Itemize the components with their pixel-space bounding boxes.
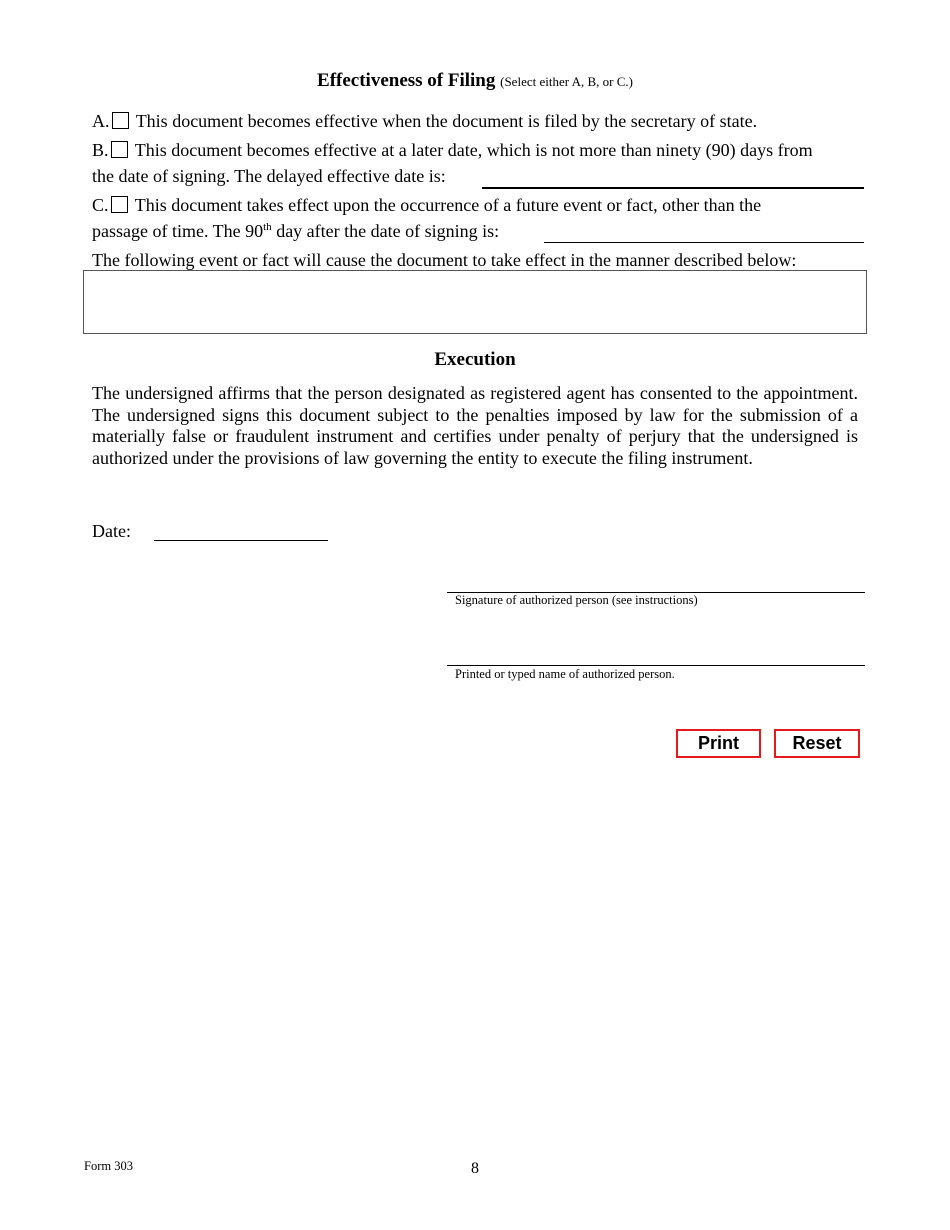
reset-button[interactable]: Reset xyxy=(774,729,860,758)
option-b-checkbox[interactable] xyxy=(111,141,128,158)
delayed-date-field[interactable] xyxy=(482,166,864,189)
date-field[interactable] xyxy=(154,519,328,541)
option-a-checkbox[interactable] xyxy=(112,112,129,129)
signature-field[interactable] xyxy=(447,570,865,593)
option-c-text-pre: passage of time. The 90 xyxy=(92,221,264,241)
option-a-row xyxy=(92,111,757,132)
option-c-row xyxy=(92,195,761,216)
date-label: Date: xyxy=(92,521,131,541)
option-b-text-line1: This document becomes effective at a later date, which is not more than ninety (90) days from xyxy=(134,140,813,160)
form-label: Form 303 xyxy=(84,1159,133,1173)
execution-paragraph: The undersigned affirms that the person designated as registered agent has consented to the appointment. The undersigned signs this document subject to the penalties imposed by law for the submission of a materially false or fraudulent instrument and certifies under penalty of perjury that the undersigned is authorized under the provisions of law governing the entity to execute the filing instrument. xyxy=(92,383,858,468)
option-b-letter: B. xyxy=(92,140,109,160)
page-number: 8 xyxy=(471,1160,479,1177)
effectiveness-heading xyxy=(0,70,950,92)
printed-name-caption: Printed or typed name of authorized person. xyxy=(455,667,675,681)
effectiveness-title: Effectiveness of Filing xyxy=(317,70,496,91)
option-c-text-post: day after the date of signing is: xyxy=(271,221,500,241)
option-c-text-line2 xyxy=(92,221,499,242)
option-c-letter: C. xyxy=(92,195,109,215)
option-c-text-line1: This document takes effect upon the occurrence of a future event or fact, other than the xyxy=(134,195,762,215)
option-c-checkbox[interactable] xyxy=(111,196,128,213)
print-button[interactable]: Print xyxy=(676,729,761,758)
effectiveness-note: (Select either A, B, or C.) xyxy=(500,74,633,89)
option-a-letter: A. xyxy=(92,111,110,131)
option-b-text-line2: the date of signing. The delayed effective date is: xyxy=(92,166,446,186)
ninetieth-day-field[interactable] xyxy=(544,221,864,243)
event-label: The following event or fact will cause the document to take effect in the manner described below: xyxy=(92,250,797,270)
option-b-row xyxy=(92,140,813,161)
signature-caption: Signature of authorized person (see instructions) xyxy=(455,593,698,607)
option-c-text-sup: th xyxy=(263,221,272,233)
option-a-text: This document becomes effective when the document is filed by the secretary of state. xyxy=(135,111,758,131)
event-textbox[interactable] xyxy=(83,270,867,334)
execution-title: Execution xyxy=(434,349,516,370)
printed-name-field[interactable] xyxy=(447,643,865,666)
